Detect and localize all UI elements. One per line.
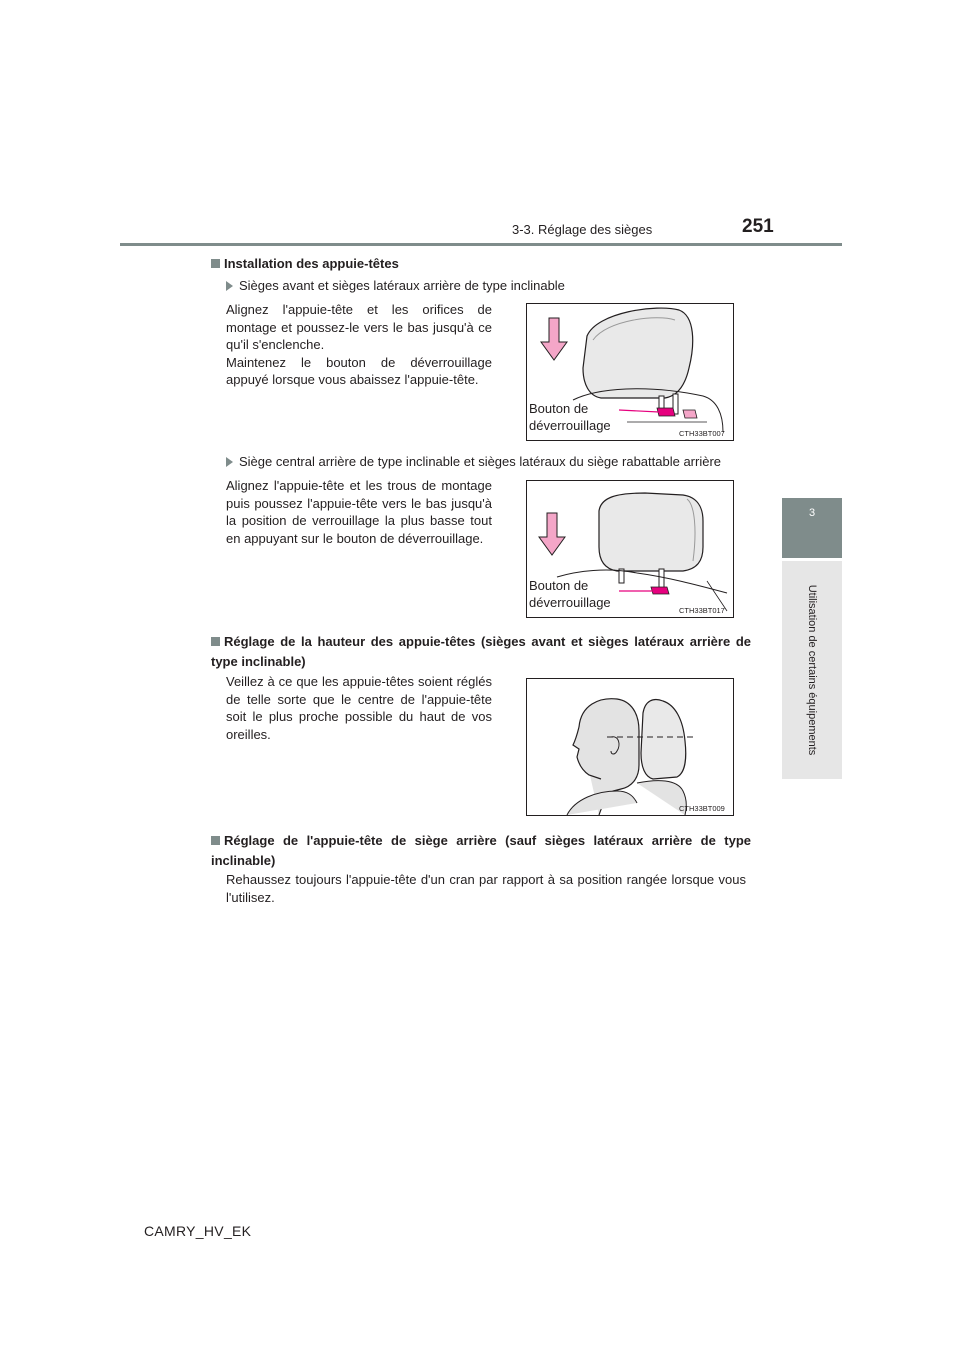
square-bullet-icon [211,836,220,845]
heading-text: Réglage de la hauteur des appuie-têtes (sièges avant et sièges latéraux arrière de type inclinable) [211,634,751,669]
instruction-rear-center-seat: Alignez l'appuie-tête et les trous de montage puis poussez l'appuie-tête vers le bas jusqu'à la position de verrouillage la plus basse tout en appuyant sur le bouton de déverrouillage. [226,478,492,546]
square-bullet-icon [211,259,220,268]
headrest-shape [599,493,703,571]
label-line-2: déverrouillage [529,418,611,433]
section-heading-height-adjustment [211,632,751,672]
figure-code: CTH33BT009 [679,804,725,813]
model-code: CAMRY_HV_EK [144,1223,252,1239]
heading-text: Installation des appuie-têtes [224,256,399,271]
figure-code: CTH33BT017 [679,606,725,615]
down-arrow-icon [541,318,567,360]
label-line-1: Bouton de [529,401,589,416]
triangle-bullet-icon [226,457,233,467]
sub-bullet-rear-center-seat [226,452,721,472]
release-button-label [529,577,611,611]
heading-text: Réglage de l'appuie-tête de siège arrière (sauf sièges latéraux arrière de type inclinable) [211,833,751,868]
head-position-illustration [527,679,733,815]
chapter-title: Utilisation de certains équipements [806,584,818,756]
figure-code: CTH33BT007 [679,429,725,438]
label-line-1: Bouton de [529,578,589,593]
instruction-front-seats: Alignez l'appuie-tête et les orifices de montage et poussez-le vers le bas jusqu'à ce qu'il s'enclenche. Maintenez le bouton de déverrouillage appuyé lorsque vous abaissez l'appuie-tête. [226,302,492,387]
section-heading-installation [211,254,751,274]
down-arrow-icon [539,513,565,555]
header-rule [120,243,842,246]
page-number: 251 [742,216,774,237]
section-title: 3-3. Réglage des sièges [512,222,653,237]
figure-head-position [526,678,734,816]
headrest-shape [641,700,686,780]
chapter-number: 3 [808,507,816,519]
release-button-label [529,400,611,434]
label-line-2: déverrouillage [529,595,611,610]
bullet-text: Siège central arrière de type inclinable et sièges latéraux du siège rabattable arrière [239,454,722,469]
sub-bullet-front-seats [226,276,565,296]
instruction-height-adjustment: Veillez à ce que les appuie-têtes soient réglés de telle sorte que le centre de l'appuie-tête soit le plus proche possible du haut de vos oreilles. [226,674,492,742]
figure-headrest-front [526,303,734,441]
square-bullet-icon [211,637,220,646]
bullet-text: Sièges avant et sièges latéraux arrière de type inclinable [239,278,565,293]
instruction-rear-headrest: Rehaussez toujours l'appuie-tête d'un cran par rapport à sa position rangée lorsque vous l'utilisez. [226,872,746,905]
headrest-shape [583,308,693,398]
figure-headrest-rear [526,480,734,618]
triangle-bullet-icon [226,281,233,291]
section-heading-rear-headrest [211,831,751,871]
